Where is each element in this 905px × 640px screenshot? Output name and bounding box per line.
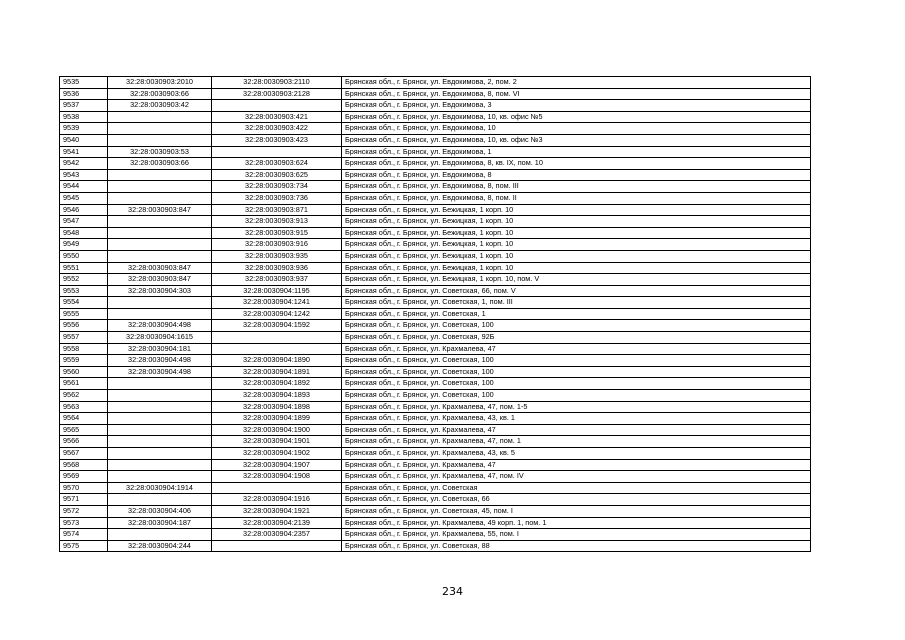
address-cell: Брянская обл., г. Брянск, ул. Бежицкая, 1 корп. 10 [342, 239, 811, 251]
row-number-cell: 9549 [60, 239, 108, 251]
row-number-cell: 9571 [60, 494, 108, 506]
land-cadastral-number-cell [108, 401, 212, 413]
land-cadastral-number-cell [108, 424, 212, 436]
address-cell: Брянская обл., г. Брянск, ул. Евдокимова, 10, кв. офис №3 [342, 134, 811, 146]
address-cell: Брянская обл., г. Брянск, ул. Крахмалева, 47, пом. IV [342, 471, 811, 483]
table-row [60, 250, 811, 262]
object-cadastral-number-cell: 32:28:0030904:1916 [212, 494, 342, 506]
table-row [60, 413, 811, 425]
row-number-cell: 9556 [60, 320, 108, 332]
row-number-cell: 9536 [60, 88, 108, 100]
land-cadastral-number-cell: 32:28:0030904:244 [108, 540, 212, 552]
land-cadastral-number-cell [108, 413, 212, 425]
land-cadastral-number-cell [108, 494, 212, 506]
row-number-cell: 9558 [60, 343, 108, 355]
land-cadastral-number-cell [108, 308, 212, 320]
address-cell: Брянская обл., г. Брянск, ул. Советская, 1, пом. III [342, 297, 811, 309]
land-cadastral-number-cell [108, 181, 212, 193]
address-cell: Брянская обл., г. Брянск, ул. Советская, 100 [342, 366, 811, 378]
land-cadastral-number-cell: 32:28:0030903:66 [108, 158, 212, 170]
address-cell: Брянская обл., г. Брянск, ул. Бежицкая, 1 корп. 10 [342, 227, 811, 239]
row-number-cell: 9537 [60, 100, 108, 112]
land-cadastral-number-cell: 32:28:0030903:42 [108, 100, 212, 112]
object-cadastral-number-cell: 32:28:0030904:1242 [212, 308, 342, 320]
object-cadastral-number-cell: 32:28:0030904:1900 [212, 424, 342, 436]
registry-table [59, 76, 811, 552]
land-cadastral-number-cell: 32:28:0030904:498 [108, 366, 212, 378]
table-row [60, 297, 811, 309]
address-cell: Брянская обл., г. Брянск, ул. Крахмалева, 47 [342, 459, 811, 471]
row-number-cell: 9564 [60, 413, 108, 425]
land-cadastral-number-cell: 32:28:0030904:1615 [108, 332, 212, 344]
registry-table-body [60, 77, 811, 552]
table-row [60, 181, 811, 193]
object-cadastral-number-cell [212, 332, 342, 344]
land-cadastral-number-cell [108, 123, 212, 135]
object-cadastral-number-cell: 32:28:0030904:1901 [212, 436, 342, 448]
land-cadastral-number-cell: 32:28:0030904:498 [108, 320, 212, 332]
object-cadastral-number-cell [212, 540, 342, 552]
table-row [60, 227, 811, 239]
land-cadastral-number-cell [108, 216, 212, 228]
table-row [60, 505, 811, 517]
object-cadastral-number-cell: 32:28:0030903:935 [212, 250, 342, 262]
row-number-cell: 9574 [60, 529, 108, 541]
row-number-cell: 9561 [60, 378, 108, 390]
object-cadastral-number-cell: 32:28:0030903:915 [212, 227, 342, 239]
address-cell: Брянская обл., г. Брянск, ул. Крахмалева, 49 корп. 1, пом. 1 [342, 517, 811, 529]
row-number-cell: 9560 [60, 366, 108, 378]
table-row [60, 192, 811, 204]
address-cell: Брянская обл., г. Брянск, ул. Бежицкая, 1 корп. 10 [342, 204, 811, 216]
table-row [60, 320, 811, 332]
row-number-cell: 9569 [60, 471, 108, 483]
land-cadastral-number-cell [108, 192, 212, 204]
table-row [60, 401, 811, 413]
land-cadastral-number-cell [108, 459, 212, 471]
address-cell: Брянская обл., г. Брянск, ул. Бежицкая, 1 корп. 10, пом. V [342, 274, 811, 286]
object-cadastral-number-cell: 32:28:0030904:1195 [212, 285, 342, 297]
row-number-cell: 9562 [60, 390, 108, 402]
row-number-cell: 9572 [60, 505, 108, 517]
address-cell: Брянская обл., г. Брянск, ул. Советская, 66 [342, 494, 811, 506]
address-cell: Брянская обл., г. Брянск, ул. Крахмалева, 55, пом. I [342, 529, 811, 541]
address-cell: Брянская обл., г. Брянск, ул. Крахмалева, 47 [342, 343, 811, 355]
address-cell: Брянская обл., г. Брянск, ул. Крахмалева, 43, кв. 1 [342, 413, 811, 425]
address-cell: Брянская обл., г. Брянск, ул. Бежицкая, 1 корп. 10 [342, 262, 811, 274]
address-cell: Брянская обл., г. Брянск, ул. Крахмалева, 47, пом. 1-5 [342, 401, 811, 413]
table-row [60, 390, 811, 402]
object-cadastral-number-cell: 32:28:0030903:736 [212, 192, 342, 204]
land-cadastral-number-cell: 32:28:0030903:847 [108, 204, 212, 216]
table-row [60, 123, 811, 135]
object-cadastral-number-cell: 32:28:0030903:936 [212, 262, 342, 274]
table-row [60, 540, 811, 552]
table-row [60, 436, 811, 448]
table-row [60, 158, 811, 170]
row-number-cell: 9568 [60, 459, 108, 471]
address-cell: Брянская обл., г. Брянск, ул. Крахмалева, 47 [342, 424, 811, 436]
land-cadastral-number-cell [108, 111, 212, 123]
address-cell: Брянская обл., г. Брянск, ул. Советская, 45, пом. I [342, 505, 811, 517]
address-cell: Брянская обл., г. Брянск, ул. Бежицкая, 1 корп. 10 [342, 216, 811, 228]
row-number-cell: 9566 [60, 436, 108, 448]
address-cell: Брянская обл., г. Брянск, ул. Советская [342, 482, 811, 494]
object-cadastral-number-cell: 32:28:0030903:916 [212, 239, 342, 251]
address-cell: Брянская обл., г. Брянск, ул. Советская, 100 [342, 378, 811, 390]
object-cadastral-number-cell: 32:28:0030903:937 [212, 274, 342, 286]
object-cadastral-number-cell [212, 482, 342, 494]
row-number-cell: 9535 [60, 77, 108, 89]
table-row [60, 308, 811, 320]
object-cadastral-number-cell: 32:28:0030903:734 [212, 181, 342, 193]
object-cadastral-number-cell: 32:28:0030904:1893 [212, 390, 342, 402]
row-number-cell: 9552 [60, 274, 108, 286]
address-cell: Брянская обл., г. Брянск, ул. Евдокимова, 2, пом. 2 [342, 77, 811, 89]
object-cadastral-number-cell: 32:28:0030904:1890 [212, 355, 342, 367]
row-number-cell: 9541 [60, 146, 108, 158]
land-cadastral-number-cell: 32:28:0030904:181 [108, 343, 212, 355]
object-cadastral-number-cell: 32:28:0030904:2357 [212, 529, 342, 541]
address-cell: Брянская обл., г. Брянск, ул. Бежицкая, 1 корп. 10 [342, 250, 811, 262]
table-row [60, 216, 811, 228]
land-cadastral-number-cell [108, 378, 212, 390]
address-cell: Брянская обл., г. Брянск, ул. Евдокимова, 1 [342, 146, 811, 158]
object-cadastral-number-cell: 32:28:0030904:1921 [212, 505, 342, 517]
land-cadastral-number-cell [108, 448, 212, 460]
row-number-cell: 9559 [60, 355, 108, 367]
land-cadastral-number-cell [108, 471, 212, 483]
land-cadastral-number-cell [108, 529, 212, 541]
row-number-cell: 9555 [60, 308, 108, 320]
row-number-cell: 9565 [60, 424, 108, 436]
address-cell: Брянская обл., г. Брянск, ул. Евдокимова, 8, кв. IX, пом. 10 [342, 158, 811, 170]
table-row [60, 285, 811, 297]
object-cadastral-number-cell: 32:28:0030903:625 [212, 169, 342, 181]
address-cell: Брянская обл., г. Брянск, ул. Советская, 66, пом. V [342, 285, 811, 297]
table-row [60, 146, 811, 158]
address-cell: Брянская обл., г. Брянск, ул. Советская, 88 [342, 540, 811, 552]
row-number-cell: 9545 [60, 192, 108, 204]
object-cadastral-number-cell: 32:28:0030903:2128 [212, 88, 342, 100]
table-row [60, 366, 811, 378]
table-row [60, 111, 811, 123]
land-cadastral-number-cell [108, 436, 212, 448]
row-number-cell: 9548 [60, 227, 108, 239]
address-cell: Брянская обл., г. Брянск, ул. Евдокимова, 10 [342, 123, 811, 135]
land-cadastral-number-cell [108, 169, 212, 181]
table-row [60, 424, 811, 436]
row-number-cell: 9557 [60, 332, 108, 344]
object-cadastral-number-cell: 32:28:0030904:1908 [212, 471, 342, 483]
object-cadastral-number-cell: 32:28:0030903:624 [212, 158, 342, 170]
table-row [60, 471, 811, 483]
table-row [60, 378, 811, 390]
object-cadastral-number-cell: 32:28:0030904:1892 [212, 378, 342, 390]
land-cadastral-number-cell [108, 227, 212, 239]
object-cadastral-number-cell: 32:28:0030904:1592 [212, 320, 342, 332]
page-number: 234 [442, 585, 463, 598]
table-row [60, 332, 811, 344]
address-cell: Брянская обл., г. Брянск, ул. Крахмалева, 43, кв. 5 [342, 448, 811, 460]
table-row [60, 239, 811, 251]
land-cadastral-number-cell: 32:28:0030904:187 [108, 517, 212, 529]
land-cadastral-number-cell [108, 297, 212, 309]
table-row [60, 204, 811, 216]
object-cadastral-number-cell [212, 343, 342, 355]
address-cell: Брянская обл., г. Брянск, ул. Евдокимова, 8, пом. VI [342, 88, 811, 100]
address-cell: Брянская обл., г. Брянск, ул. Советская, 100 [342, 320, 811, 332]
row-number-cell: 9567 [60, 448, 108, 460]
land-cadastral-number-cell [108, 134, 212, 146]
object-cadastral-number-cell: 32:28:0030904:1891 [212, 366, 342, 378]
row-number-cell: 9551 [60, 262, 108, 274]
table-row [60, 262, 811, 274]
address-cell: Брянская обл., г. Брянск, ул. Евдокимова, 10, кв. офис №5 [342, 111, 811, 123]
object-cadastral-number-cell: 32:28:0030903:2110 [212, 77, 342, 89]
land-cadastral-number-cell: 32:28:0030904:1914 [108, 482, 212, 494]
object-cadastral-number-cell: 32:28:0030903:913 [212, 216, 342, 228]
row-number-cell: 9540 [60, 134, 108, 146]
land-cadastral-number-cell: 32:28:0030903:847 [108, 262, 212, 274]
land-cadastral-number-cell: 32:28:0030904:498 [108, 355, 212, 367]
land-cadastral-number-cell: 32:28:0030904:303 [108, 285, 212, 297]
land-cadastral-number-cell [108, 250, 212, 262]
object-cadastral-number-cell [212, 146, 342, 158]
object-cadastral-number-cell: 32:28:0030903:871 [212, 204, 342, 216]
land-cadastral-number-cell: 32:28:0030903:2010 [108, 77, 212, 89]
address-cell: Брянская обл., г. Брянск, ул. Советская, 100 [342, 390, 811, 402]
row-number-cell: 9563 [60, 401, 108, 413]
table-row [60, 482, 811, 494]
object-cadastral-number-cell: 32:28:0030904:1241 [212, 297, 342, 309]
row-number-cell: 9575 [60, 540, 108, 552]
object-cadastral-number-cell: 32:28:0030903:421 [212, 111, 342, 123]
table-row [60, 77, 811, 89]
row-number-cell: 9542 [60, 158, 108, 170]
object-cadastral-number-cell [212, 100, 342, 112]
address-cell: Брянская обл., г. Брянск, ул. Советская, 92Б [342, 332, 811, 344]
object-cadastral-number-cell: 32:28:0030904:1902 [212, 448, 342, 460]
address-cell: Брянская обл., г. Брянск, ул. Евдокимова, 8, пом. II [342, 192, 811, 204]
table-row [60, 274, 811, 286]
address-cell: Брянская обл., г. Брянск, ул. Советская, 100 [342, 355, 811, 367]
address-cell: Брянская обл., г. Брянск, ул. Евдокимова, 8 [342, 169, 811, 181]
table-row [60, 459, 811, 471]
row-number-cell: 9547 [60, 216, 108, 228]
row-number-cell: 9573 [60, 517, 108, 529]
table-row [60, 355, 811, 367]
land-cadastral-number-cell [108, 390, 212, 402]
object-cadastral-number-cell: 32:28:0030903:423 [212, 134, 342, 146]
table-row [60, 517, 811, 529]
land-cadastral-number-cell: 32:28:0030903:53 [108, 146, 212, 158]
row-number-cell: 9570 [60, 482, 108, 494]
address-cell: Брянская обл., г. Брянск, ул. Советская, 1 [342, 308, 811, 320]
table-row [60, 494, 811, 506]
land-cadastral-number-cell: 32:28:0030904:406 [108, 505, 212, 517]
address-cell: Брянская обл., г. Брянск, ул. Евдокимова, 8, пом. III [342, 181, 811, 193]
table-row [60, 448, 811, 460]
object-cadastral-number-cell: 32:28:0030903:422 [212, 123, 342, 135]
row-number-cell: 9543 [60, 169, 108, 181]
row-number-cell: 9550 [60, 250, 108, 262]
row-number-cell: 9539 [60, 123, 108, 135]
table-row [60, 169, 811, 181]
row-number-cell: 9553 [60, 285, 108, 297]
row-number-cell: 9544 [60, 181, 108, 193]
object-cadastral-number-cell: 32:28:0030904:1907 [212, 459, 342, 471]
object-cadastral-number-cell: 32:28:0030904:1898 [212, 401, 342, 413]
row-number-cell: 9546 [60, 204, 108, 216]
row-number-cell: 9538 [60, 111, 108, 123]
land-cadastral-number-cell: 32:28:0030903:847 [108, 274, 212, 286]
land-cadastral-number-cell: 32:28:0030903:66 [108, 88, 212, 100]
table-row [60, 100, 811, 112]
table-row [60, 529, 811, 541]
table-row [60, 134, 811, 146]
address-cell: Брянская обл., г. Брянск, ул. Евдокимова, 3 [342, 100, 811, 112]
row-number-cell: 9554 [60, 297, 108, 309]
table-row [60, 88, 811, 100]
address-cell: Брянская обл., г. Брянск, ул. Крахмалева, 47, пом. 1 [342, 436, 811, 448]
object-cadastral-number-cell: 32:28:0030904:2139 [212, 517, 342, 529]
table-row [60, 343, 811, 355]
land-cadastral-number-cell [108, 239, 212, 251]
object-cadastral-number-cell: 32:28:0030904:1899 [212, 413, 342, 425]
